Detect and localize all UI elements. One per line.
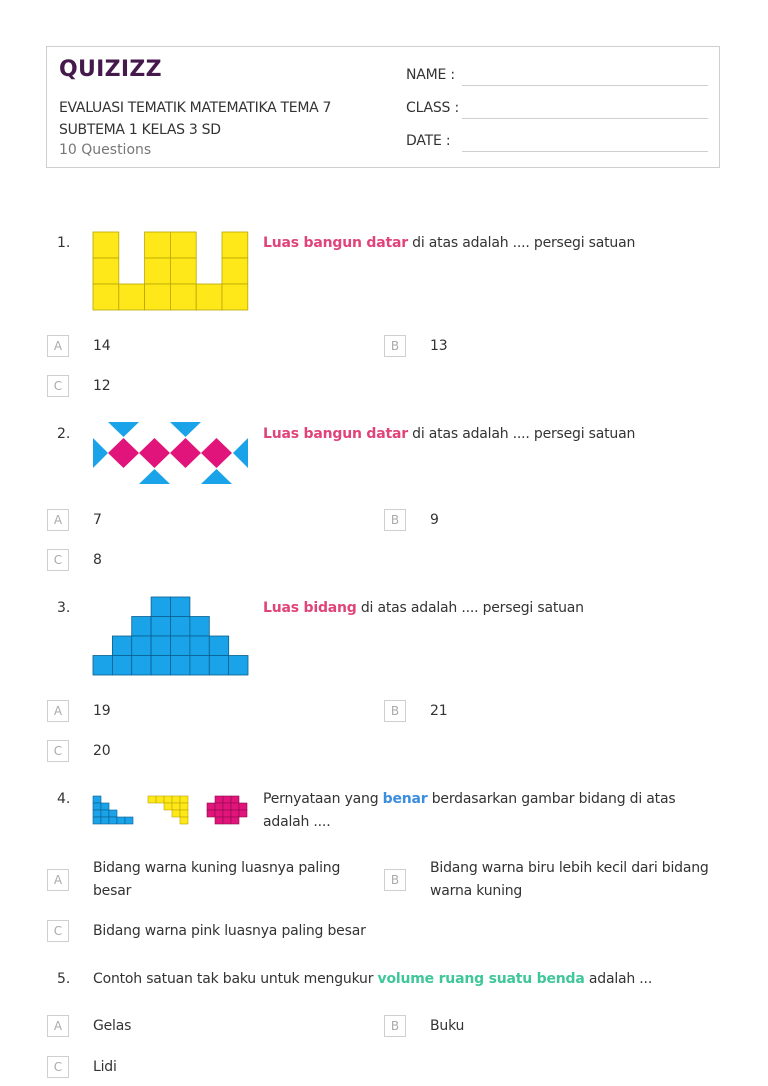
option-a-box[interactable]: A [47, 509, 69, 531]
quizizz-logo: QUIZIZZ [59, 57, 162, 82]
option-b-box[interactable]: B [384, 1015, 406, 1037]
question-highlight: volume ruang suatu benda [377, 971, 585, 987]
question-body: adalah ... [584, 971, 653, 987]
question-highlight: Luas bidang [263, 600, 357, 616]
option-b-text[interactable]: 13 [430, 338, 448, 354]
question-body: di atas adalah .... persegi satuan [407, 426, 636, 442]
option-c-box[interactable]: C [47, 375, 69, 397]
option-a-box[interactable]: A [47, 335, 69, 357]
option-a-box[interactable]: A [47, 1015, 69, 1037]
option-a-text[interactable]: Bidang warna kuning luasnya paling besar [93, 860, 341, 899]
question-3-figure [93, 597, 248, 675]
date-line[interactable] [462, 151, 708, 152]
title-line-1: EVALUASI TEMATIK MATEMATIKA TEMA 7 [59, 100, 332, 116]
option-c-box[interactable]: C [47, 549, 69, 571]
option-b-box[interactable]: B [384, 509, 406, 531]
question-body: di atas adalah .... persegi satuan [356, 600, 584, 616]
worksheet-header [46, 46, 720, 168]
question-text [263, 788, 703, 834]
worksheet-title [59, 97, 379, 141]
option-b-box[interactable]: B [384, 869, 406, 891]
name-line[interactable] [462, 85, 708, 86]
name-label: NAME : [406, 67, 455, 83]
question-number: 1. [57, 235, 71, 251]
option-b-text[interactable]: Bidang warna biru lebih kecil dari bidang warna kuning [430, 860, 709, 899]
question-body-start: Pernyataan yang [263, 791, 383, 807]
option-c-box[interactable]: C [47, 740, 69, 762]
question-number: 4. [57, 791, 71, 807]
option-a-text[interactable]: 14 [93, 338, 111, 354]
option-b-box[interactable]: B [384, 335, 406, 357]
option-c-text[interactable]: 20 [93, 743, 111, 759]
option-a-text[interactable]: 7 [93, 512, 102, 528]
option-c-text[interactable]: 8 [93, 552, 102, 568]
question-4-yellow-shape [148, 796, 188, 824]
question-text [263, 423, 713, 446]
question-1-figure [93, 232, 248, 310]
option-a-text[interactable]: 19 [93, 703, 111, 719]
question-highlight: Luas bangun datar [263, 235, 408, 251]
question-2-figure [93, 422, 248, 484]
option-a-text[interactable]: Gelas [93, 1018, 132, 1034]
option-c-text[interactable]: Bidang warna pink luasnya paling besar [93, 923, 366, 939]
question-body: di atas adalah .... persegi satuan [407, 235, 636, 251]
question-body: berdasarkan gambar bidang di atas adalah .... [263, 791, 676, 830]
class-label: CLASS : [406, 100, 460, 116]
option-b-text[interactable]: Buku [430, 1018, 465, 1034]
question-highlight: Luas bangun datar [263, 426, 408, 442]
question-count: 10 Questions [59, 142, 152, 158]
option-b-box[interactable]: B [384, 700, 406, 722]
option-b-text[interactable]: 9 [430, 512, 439, 528]
option-c-text[interactable]: 12 [93, 378, 111, 394]
question-body-start: Contoh satuan tak baku untuk mengukur [93, 971, 378, 987]
question-4-blue-shape [93, 796, 133, 824]
option-c-box[interactable]: C [47, 920, 69, 942]
option-a-box[interactable]: A [47, 869, 69, 891]
title-line-2: SUBTEMA 1 KELAS 3 SD [59, 122, 221, 138]
question-number: 3. [57, 600, 71, 616]
question-number: 2. [57, 426, 71, 442]
question-4-pink-shape [207, 796, 247, 824]
option-a-box[interactable]: A [47, 700, 69, 722]
question-text [263, 597, 713, 620]
option-c-text[interactable]: Lidi [93, 1059, 117, 1075]
class-line[interactable] [462, 118, 708, 119]
option-b-text[interactable]: 21 [430, 703, 448, 719]
question-text [93, 968, 713, 991]
question-highlight: benar [382, 791, 428, 807]
question-text [263, 232, 713, 255]
question-number: 5. [57, 971, 71, 987]
date-label: DATE : [406, 133, 451, 149]
option-c-box[interactable]: C [47, 1056, 69, 1078]
